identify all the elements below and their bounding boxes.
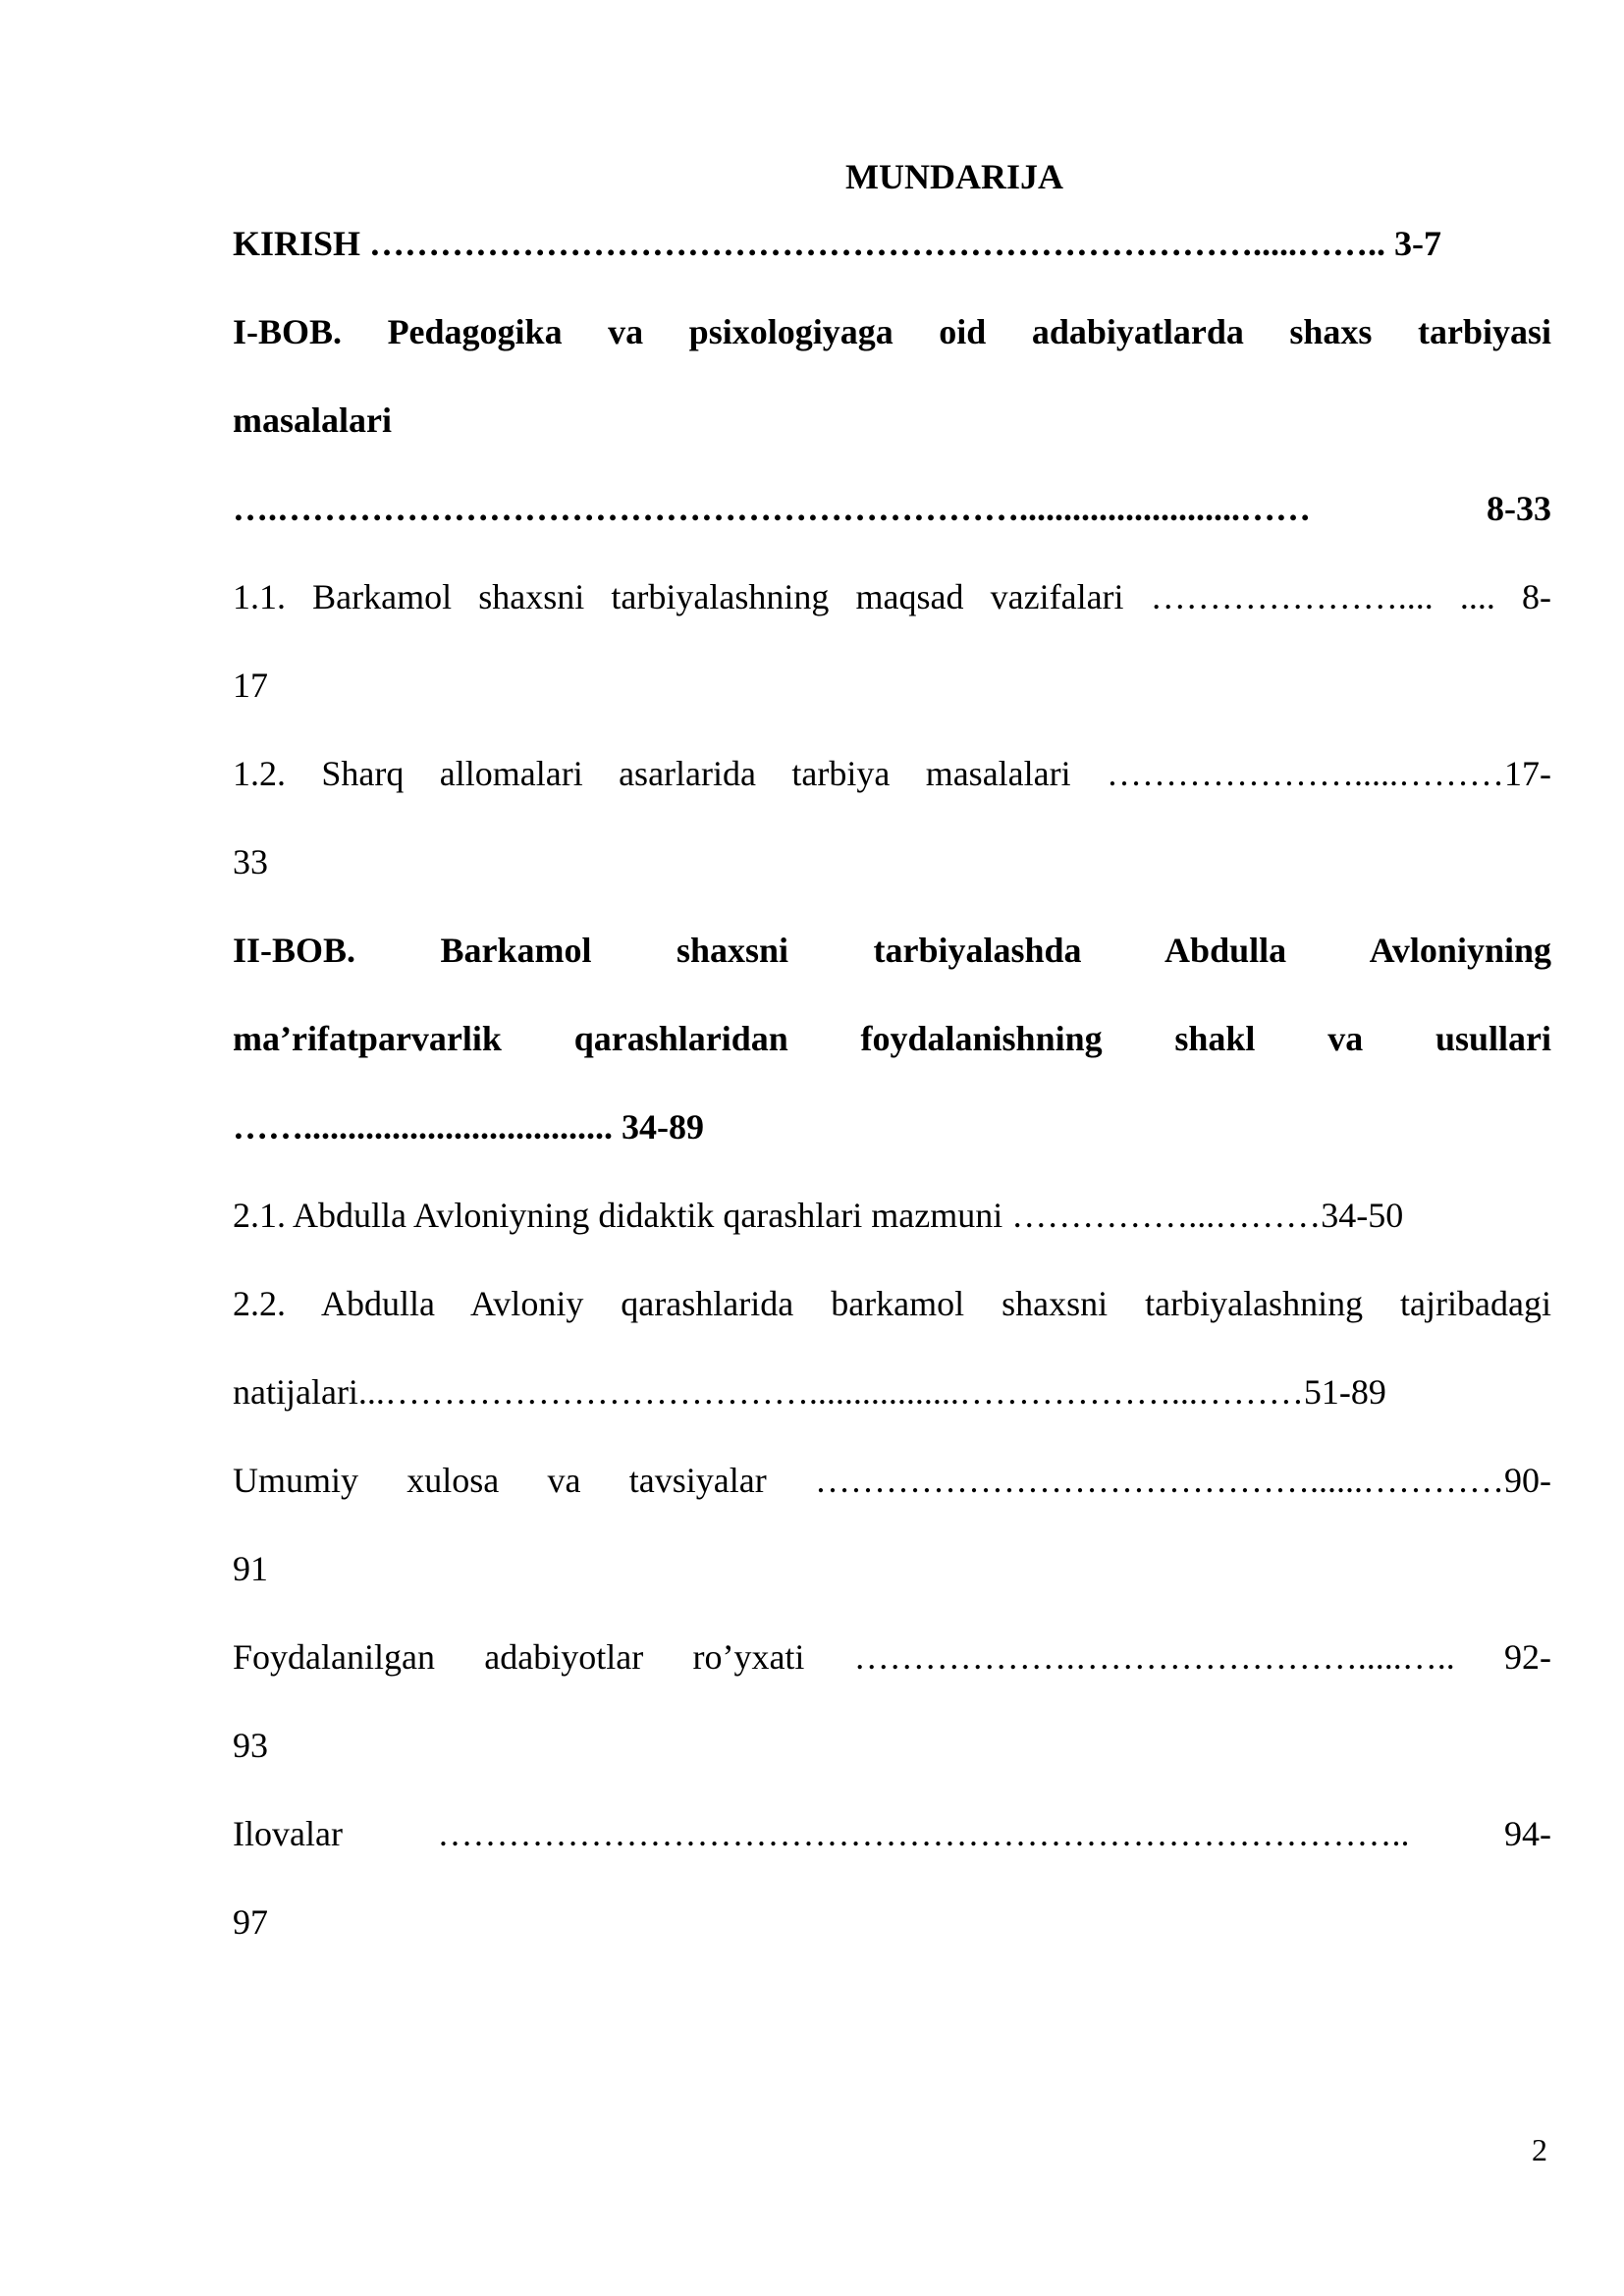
toc-entry-1-2: 1.2. Sharq allomalari asarlarida tarbiya masalalari ………………….....………17-	[233, 754, 1551, 793]
toc-entry-appendices: Ilovalar ……………………………………………………………………….. 94-	[233, 1814, 1551, 1853]
page-title: MUNDARIJA	[845, 157, 1063, 196]
toc-entry-chapter-2-title: II-BOB. Barkamol shaxsni tarbiyalashda Abdulla Avloniyning	[233, 931, 1551, 970]
toc-entry-references: Foydalanilgan adabiyotlar ro’yxati ……………….…………………….....….. 92-	[233, 1637, 1551, 1677]
page-number: 2	[1532, 2132, 1547, 2167]
toc-entry-2-1: 2.1. Abdulla Avloniyning didaktik qarashlari mazmuni ……………...………34-50	[233, 1196, 1404, 1235]
toc-entry-chapter-1-title-cont: masalalari	[233, 400, 392, 440]
toc-entry-appendices-cont: 97	[233, 1902, 268, 1942]
toc-entry-2-2: 2.2. Abdulla Avloniy qarashlarida barkamol shaxsni tarbiyalashning tajribadagi	[233, 1284, 1551, 1323]
toc-entry-conclusion-cont: 91	[233, 1549, 268, 1588]
toc-entry-1-1: 1.1. Barkamol shaxsni tarbiyalashning maqsad vazifalari ………………….... .... 8-	[233, 577, 1551, 616]
toc-entry-2-2-cont: natijalari...……………………………….................………………...………51-89	[233, 1372, 1386, 1412]
table-of-contents	[233, 218, 1551, 1985]
toc-entry-chapter-1-title: I-BOB. Pedagogika va psixologiyaga oid adabiyatlarda shaxs tarbiyasi	[233, 312, 1551, 351]
toc-entry-chapter-2-title-cont: ma’rifatparvarlik qarashlaridan foydalanishning shakl va usullari	[233, 1019, 1551, 1058]
toc-entry-chapter-1-pages: ….……………………………………………………….........................…… 8-33	[233, 489, 1551, 528]
toc-entry-1-1-cont: 17	[233, 666, 268, 705]
toc-entry-references-cont: 93	[233, 1726, 268, 1765]
toc-entry-kirish: KIRISH ………………………………………………………………….....…….. 3-7	[233, 224, 1442, 263]
toc-entry-conclusion: Umumiy xulosa va tavsiyalar ……………………………………......…………90-	[233, 1461, 1551, 1500]
toc-entry-chapter-2-pages: ……................................... 34-89	[233, 1107, 704, 1147]
toc-entry-1-2-cont: 33	[233, 842, 268, 881]
